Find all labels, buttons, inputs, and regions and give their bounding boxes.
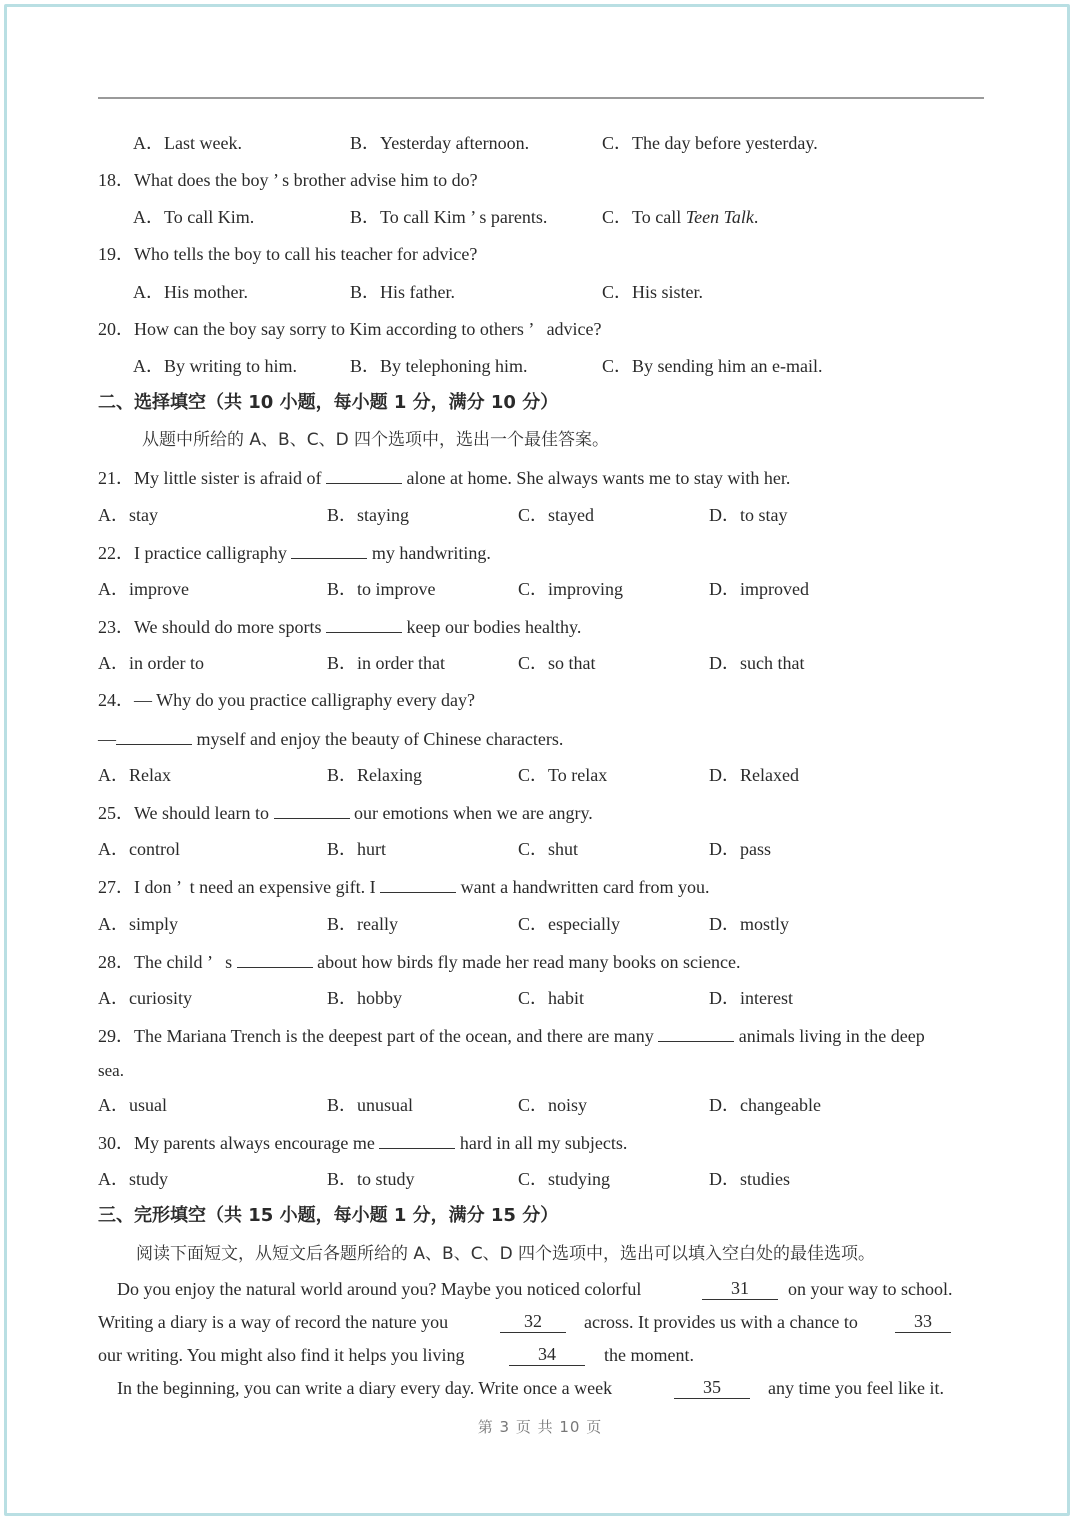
q30-option-d: D．studies <box>709 1169 790 1189</box>
q23-stem: 23．We should do more sports keep our bodies healthy. <box>98 614 581 639</box>
section3-instruction: 阅读下面短文，从短文后各题所给的 A、B、C、D 四个选项中，选出可以填入空白处的最佳选项。 <box>136 1244 876 1264</box>
q19-stem: 19．Who tells the boy to call his teacher for advice? <box>98 244 478 264</box>
answer-blank <box>326 614 402 633</box>
q20-option-b: B．By telephoning him. <box>350 356 528 376</box>
q23-option-d: D．such that <box>709 653 805 673</box>
q28-stem: 28．The child ’ s about how birds fly made her read many books on science. <box>98 949 741 974</box>
answer-blank <box>326 465 402 484</box>
q21-option-b: B．staying <box>327 505 410 525</box>
cloze-blank-31: 31 <box>702 1277 778 1300</box>
passage-line-1a: Do you enjoy the natural world around you? Maybe you noticed colorful <box>117 1279 642 1299</box>
passage-line-1b: on your way to school. <box>788 1279 953 1299</box>
q23-option-c: C．so that <box>518 653 596 673</box>
q24-answer-line: — myself and enjoy the beauty of Chinese characters. <box>98 726 563 751</box>
section2-heading: 二、选择填空（共 10 小题，每小题 1 分，满分 10 分） <box>98 392 559 413</box>
q18-option-a: A．To call Kim. <box>133 207 255 227</box>
section2-instruction: 从题中所给的 A、B、C、D 四个选项中，选出一个最佳答案。 <box>142 430 610 450</box>
q30-option-c: C．studying <box>518 1169 611 1189</box>
answer-blank <box>658 1023 734 1042</box>
q25-stem: 25．We should learn to our emotions when we are angry. <box>98 800 593 825</box>
q24-option-a: A．Relax <box>98 765 171 785</box>
answer-blank <box>274 800 350 819</box>
q17-option-a: A．Last week. <box>133 133 242 153</box>
q28-option-a: A．curiosity <box>98 988 192 1008</box>
cloze-blank-34: 34 <box>509 1343 585 1366</box>
q25-option-c: C．shut <box>518 839 579 859</box>
passage-line-2b: across. It provides us with a chance to <box>584 1312 858 1332</box>
q18-option-b: B．To call Kim ’ s parents. <box>350 207 548 227</box>
q28-option-c: C．habit <box>518 988 584 1008</box>
q22-option-d: D．improved <box>709 579 809 599</box>
q21-stem: 21．My little sister is afraid of alone at home. She always wants me to stay with her. <box>98 465 790 490</box>
cloze-blank-33: 33 <box>895 1310 951 1333</box>
q25-option-a: A．control <box>98 839 180 859</box>
q22-stem: 22．I practice calligraphy my handwriting. <box>98 540 491 565</box>
answer-blank <box>380 874 456 893</box>
cloze-blank-32: 32 <box>500 1310 566 1333</box>
q29-option-a: A．usual <box>98 1095 167 1115</box>
q28-option-d: D．interest <box>709 988 793 1008</box>
q20-stem: 20．How can the boy say sorry to Kim according to others ’ advice? <box>98 319 602 339</box>
q25-option-d: D．pass <box>709 839 771 859</box>
q27-option-a: A．simply <box>98 914 179 934</box>
cloze-blank-35: 35 <box>674 1376 750 1399</box>
passage-line-4a: In the beginning, you can write a diary every day. Write once a week <box>117 1378 613 1398</box>
q20-option-a: A．By writing to him. <box>133 356 298 376</box>
q27-option-b: B．really <box>327 914 398 934</box>
q23-option-b: B．in order that <box>327 653 445 673</box>
q18-option-c: C．To call Teen Talk. <box>602 207 759 227</box>
q29-option-d: D．changeable <box>709 1095 821 1115</box>
passage-line-2a: Writing a diary is a way of record the nature you <box>98 1312 449 1332</box>
q29-stem-continued: sea. <box>98 1061 124 1080</box>
section3-heading: 三、完形填空（共 15 小题，每小题 1 分，满分 15 分） <box>98 1205 559 1226</box>
q27-option-d: D．mostly <box>709 914 790 934</box>
q24-stem: 24．— Why do you practice calligraphy every day? <box>98 690 476 710</box>
q19-option-c: C．His sister. <box>602 282 704 302</box>
header-rule <box>98 97 984 99</box>
q29-option-b: B．unusual <box>327 1095 414 1115</box>
q29-option-c: C．noisy <box>518 1095 588 1115</box>
q17-option-b: B．Yesterday afternoon. <box>350 133 530 153</box>
q21-option-c: C．stayed <box>518 505 594 525</box>
q19-option-b: B．His father. <box>350 282 455 302</box>
q22-option-b: B．to improve <box>327 579 436 599</box>
q30-option-a: A．study <box>98 1169 169 1189</box>
q27-stem: 27．I don ’ t need an expensive gift. I want a handwritten card from you. <box>98 874 710 899</box>
q17-option-c: C．The day before yesterday. <box>602 133 818 153</box>
answer-blank <box>291 540 367 559</box>
answer-blank <box>237 949 313 968</box>
q30-option-b: B．to study <box>327 1169 415 1189</box>
q19-option-a: A．His mother. <box>133 282 248 302</box>
q24-option-d: D．Relaxed <box>709 765 799 785</box>
passage-line-4b: any time you feel like it. <box>768 1378 944 1398</box>
q27-option-c: C．especially <box>518 914 620 934</box>
q22-option-c: C．improving <box>518 579 624 599</box>
q23-option-a: A．in order to <box>98 653 204 673</box>
q28-option-b: B．hobby <box>327 988 403 1008</box>
answer-blank <box>116 726 192 745</box>
q22-option-a: A．improve <box>98 579 189 599</box>
q20-option-c: C．By sending him an e-mail. <box>602 356 823 376</box>
passage-line-3b: the moment. <box>604 1345 694 1365</box>
page-footer: 第 3 页 共 10 页 <box>477 1418 603 1436</box>
answer-blank <box>379 1130 455 1149</box>
q21-option-d: D．to stay <box>709 505 788 525</box>
q18-stem: 18．What does the boy ’ s brother advise him to do? <box>98 170 478 190</box>
q21-option-a: A．stay <box>98 505 158 525</box>
q24-option-b: B．Relaxing <box>327 765 422 785</box>
passage-line-3a: our writing. You might also find it helps you living <box>98 1345 465 1365</box>
q29-stem: 29．The Mariana Trench is the deepest part of the ocean, and there are many animals living in the deep <box>98 1023 925 1048</box>
q24-option-c: C．To relax <box>518 765 608 785</box>
q30-stem: 30．My parents always encourage me hard in all my subjects. <box>98 1130 627 1155</box>
q25-option-b: B．hurt <box>327 839 387 859</box>
